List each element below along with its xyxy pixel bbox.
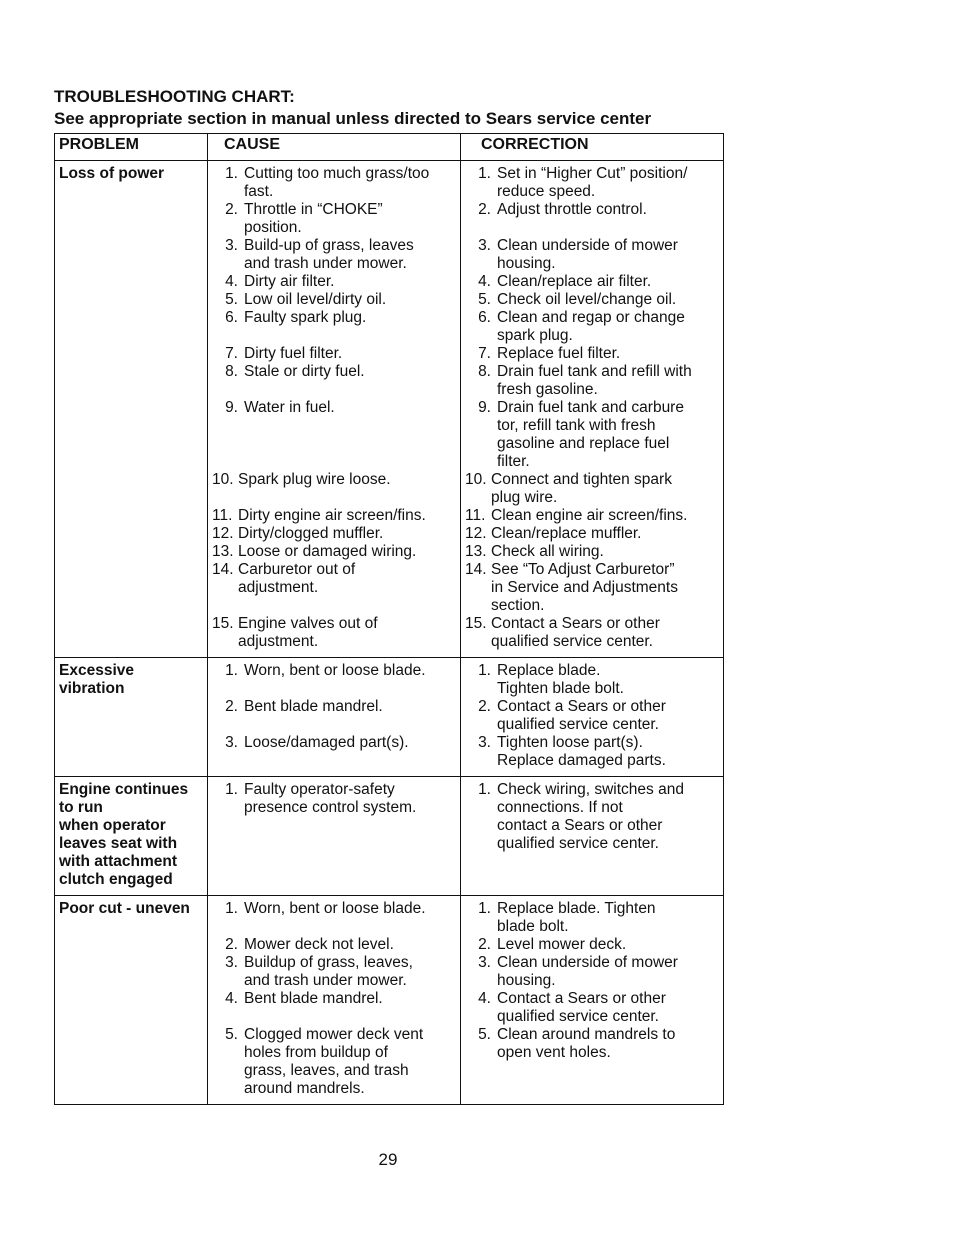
correction-item: [465, 273, 720, 291]
cause-item: [212, 273, 457, 291]
cause-item: [212, 291, 457, 309]
cause-item: [212, 507, 457, 525]
item-text: Contact a Sears or other qualified service center.: [497, 990, 666, 1025]
problem-cell: Loss of power: [55, 161, 208, 658]
item-number: 10.: [465, 471, 487, 488]
cause-item: [212, 698, 457, 734]
item-text: Dirty fuel filter.: [244, 345, 343, 362]
item-text: Replace blade. Tighten blade bolt.: [497, 900, 656, 935]
item-text: Dirty air filter.: [244, 273, 335, 290]
cause-list: [212, 900, 457, 1098]
item-number: 1.: [225, 662, 238, 679]
table-header-row: [55, 134, 724, 161]
cause-item: [212, 954, 457, 990]
item-text: Clean underside of mower housing.: [497, 237, 678, 272]
item-text: Clean underside of mower housing.: [497, 954, 678, 989]
item-text: Clean engine air screen/fins.: [491, 507, 688, 524]
item-number: 1.: [478, 165, 491, 182]
correction-item: [465, 471, 720, 507]
cause-item: [212, 543, 457, 561]
item-number: 3.: [478, 734, 491, 751]
cause-item: [212, 781, 457, 817]
cause-list: [212, 662, 457, 770]
cause-item: [212, 201, 457, 237]
item-number: 3.: [225, 734, 238, 751]
item-number: 14.: [212, 561, 234, 578]
item-text: Replace blade. Tighten blade bolt.: [497, 662, 624, 697]
item-text: Dirty engine air screen/fins.: [238, 507, 426, 524]
cause-list: [212, 165, 457, 651]
item-number: 6.: [478, 309, 491, 326]
correction-item: [465, 954, 720, 990]
item-text: Contact a Sears or other qualified service center.: [497, 698, 666, 733]
cause-item: [212, 237, 457, 273]
cause-cell: [208, 896, 461, 1105]
correction-cell: [461, 658, 724, 777]
item-text: Loose/damaged part(s).: [244, 734, 409, 751]
correction-item: [465, 936, 720, 954]
item-number: 4.: [478, 990, 491, 1007]
item-number: 1.: [478, 781, 491, 798]
cause-item: [212, 165, 457, 201]
chart-heading: [54, 86, 754, 130]
item-text: Connect and tighten spark plug wire.: [491, 471, 672, 506]
item-text: Check all wiring.: [491, 543, 604, 560]
item-text: Bent blade mandrel.: [244, 698, 383, 715]
item-text: Loose or damaged wiring.: [238, 543, 417, 560]
correction-item: [465, 165, 720, 201]
problem-cell: Engine continues to run when operator leaves seat with with attachment clutch engaged: [55, 777, 208, 896]
item-text: Contact a Sears or other qualified service center.: [491, 615, 660, 650]
item-number: 2.: [478, 698, 491, 715]
item-text: Drain fuel tank and refill with fresh gasoline.: [497, 363, 692, 398]
chart-subtitle: See appropriate section in manual unless directed to Sears service center: [54, 109, 652, 128]
correction-item: [465, 309, 720, 345]
item-text: Check wiring, switches and connections. If not contact a Sears or other qualified service center.: [497, 781, 684, 852]
item-number: 7.: [478, 345, 491, 362]
item-number: 12.: [465, 525, 487, 542]
page-number: 29: [378, 1150, 398, 1169]
cause-item: [212, 900, 457, 936]
problem-cell: Poor cut - uneven: [55, 896, 208, 1105]
correction-cell: [461, 896, 724, 1105]
item-text: Worn, bent or loose blade.: [244, 900, 426, 917]
cause-item: [212, 525, 457, 543]
item-number: 9.: [225, 399, 238, 416]
correction-item: [465, 525, 720, 543]
table-row: [55, 161, 724, 658]
correction-item: [465, 543, 720, 561]
item-text: Faulty operator-safety presence control system.: [244, 781, 417, 816]
item-number: 3.: [478, 237, 491, 254]
correction-item: [465, 237, 720, 273]
item-number: 5.: [478, 291, 491, 308]
item-number: 4.: [478, 273, 491, 290]
item-number: 8.: [478, 363, 491, 380]
item-text: Mower deck not level.: [244, 936, 394, 953]
item-text: Drain fuel tank and carbure tor, refill tank with fresh gasoline and replace fuel filter.: [497, 399, 684, 470]
correction-item: [465, 781, 720, 853]
table-row: [55, 777, 724, 896]
cause-item: [212, 561, 457, 615]
cause-item: [212, 309, 457, 345]
item-number: 2.: [478, 201, 491, 218]
cause-item: [212, 363, 457, 399]
correction-item: [465, 662, 720, 698]
item-text: Adjust throttle control.: [497, 201, 647, 218]
item-text: Build-up of grass, leaves and trash under mower.: [244, 237, 414, 272]
item-number: 1.: [478, 662, 491, 679]
correction-item: [465, 615, 720, 651]
item-text: Bent blade mandrel.: [244, 990, 383, 1007]
item-number: 3.: [225, 237, 238, 254]
item-number: 5.: [225, 291, 238, 308]
item-number: 10.: [212, 471, 234, 488]
item-text: Clogged mower deck vent holes from buildup of grass, leaves, and trash around mandrels.: [244, 1026, 424, 1097]
cause-item: [212, 662, 457, 698]
troubleshooting-table: [54, 133, 724, 1105]
item-number: 2.: [225, 698, 238, 715]
correction-item: [465, 363, 720, 399]
item-text: Worn, bent or loose blade.: [244, 662, 426, 679]
correction-list: [465, 781, 720, 853]
item-number: 14.: [465, 561, 487, 578]
item-text: Replace fuel filter.: [497, 345, 621, 362]
cause-item: [212, 399, 457, 471]
item-text: Clean and regap or change spark plug.: [497, 309, 685, 344]
item-text: Clean around mandrels to open vent holes.: [497, 1026, 676, 1061]
cause-cell: [208, 161, 461, 658]
item-text: Tighten loose part(s). Replace damaged parts.: [497, 734, 666, 769]
item-number: 1.: [478, 900, 491, 917]
correction-item: [465, 561, 720, 615]
item-text: Spark plug wire loose.: [238, 471, 391, 488]
item-text: Carburetor out of adjustment.: [238, 561, 356, 596]
header-cause: CAUSE: [208, 134, 461, 161]
item-text: Low oil level/dirty oil.: [244, 291, 387, 308]
correction-item: [465, 507, 720, 525]
cause-item: [212, 345, 457, 363]
item-text: Level mower deck.: [497, 936, 627, 953]
correction-list: [465, 900, 720, 1062]
item-text: Clean/replace muffler.: [491, 525, 642, 542]
problem-cell: Excessive vibration: [55, 658, 208, 777]
header-problem: PROBLEM: [55, 134, 208, 161]
item-number: 11.: [212, 507, 233, 524]
item-text: Faulty spark plug.: [244, 309, 367, 326]
header-correction: CORRECTION: [461, 134, 724, 161]
item-number: 6.: [225, 309, 238, 326]
item-number: 2.: [478, 936, 491, 953]
correction-list: [465, 662, 720, 770]
cause-item: [212, 471, 457, 507]
correction-item: [465, 990, 720, 1026]
item-number: 1.: [225, 900, 238, 917]
cause-cell: [208, 777, 461, 896]
table-body: [55, 161, 724, 1105]
item-text: Set in “Higher Cut” position/ reduce speed.: [497, 165, 688, 200]
item-number: 3.: [478, 954, 491, 971]
item-text: See “To Adjust Carburetor” in Service and Adjustments section.: [491, 561, 678, 614]
item-number: 4.: [225, 990, 238, 1007]
correction-item: [465, 291, 720, 309]
correction-item: [465, 399, 720, 471]
chart-title: TROUBLESHOOTING CHART:: [54, 87, 295, 106]
item-text: Buildup of grass, leaves, and trash under mower.: [244, 954, 413, 989]
item-number: 7.: [225, 345, 238, 362]
cause-item: [212, 615, 457, 651]
item-text: Cutting too much grass/too fast.: [244, 165, 430, 200]
item-text: Engine valves out of adjustment.: [238, 615, 378, 650]
correction-item: [465, 1026, 720, 1062]
cause-item: [212, 936, 457, 954]
table-row: [55, 658, 724, 777]
correction-item: [465, 900, 720, 936]
correction-item: [465, 345, 720, 363]
cause-item: [212, 734, 457, 770]
correction-item: [465, 201, 720, 237]
correction-list: [465, 165, 720, 651]
item-number: 1.: [225, 781, 238, 798]
cause-list: [212, 781, 457, 817]
cause-item: [212, 1026, 457, 1098]
item-text: Throttle in “CHOKE” position.: [244, 201, 383, 236]
correction-cell: [461, 161, 724, 658]
item-text: Dirty/clogged muffler.: [238, 525, 384, 542]
item-text: Water in fuel.: [244, 399, 335, 416]
item-number: 12.: [212, 525, 234, 542]
item-number: 13.: [465, 543, 487, 560]
correction-cell: [461, 777, 724, 896]
item-number: 13.: [212, 543, 234, 560]
item-number: 9.: [478, 399, 491, 416]
item-number: 4.: [225, 273, 238, 290]
item-text: Clean/replace air filter.: [497, 273, 652, 290]
cause-item: [212, 990, 457, 1026]
item-number: 2.: [225, 201, 238, 218]
item-number: 15.: [212, 615, 234, 632]
correction-item: [465, 698, 720, 734]
item-text: Stale or dirty fuel.: [244, 363, 365, 380]
item-number: 3.: [225, 954, 238, 971]
item-number: 8.: [225, 363, 238, 380]
cause-cell: [208, 658, 461, 777]
item-number: 5.: [478, 1026, 491, 1043]
table-row: [55, 896, 724, 1105]
item-number: 1.: [225, 165, 238, 182]
correction-item: [465, 734, 720, 770]
item-text: Check oil level/change oil.: [497, 291, 677, 308]
item-number: 15.: [465, 615, 487, 632]
item-number: 11.: [465, 507, 486, 524]
item-number: 5.: [225, 1026, 238, 1043]
item-number: 2.: [225, 936, 238, 953]
